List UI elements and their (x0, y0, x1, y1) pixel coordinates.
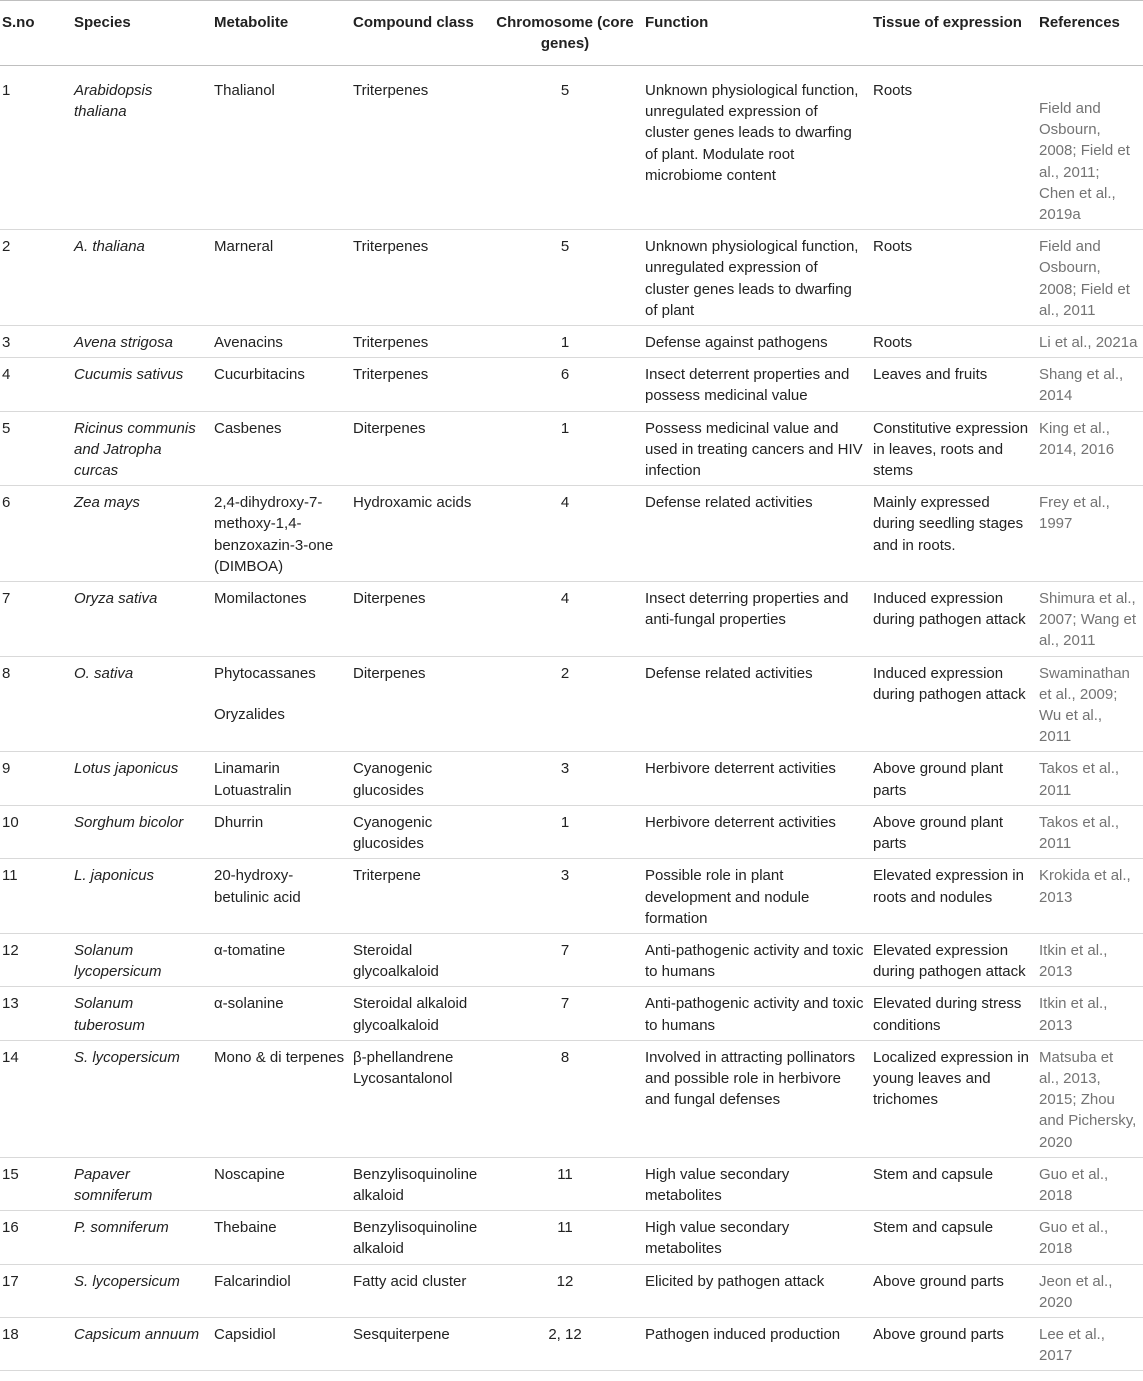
cell-function: High value secondary metabolites (645, 1165, 790, 1204)
cell-tissue: Roots (873, 334, 913, 352)
cell-metabolite: Cucurbitacins (214, 366, 305, 384)
cell-compound-class: Hydroxamic acids (353, 494, 472, 512)
cell-sno: 6 (2, 494, 11, 512)
cell-compound-class: Diterpenes (353, 590, 426, 608)
cell-chromosome: 12 (556, 1272, 574, 1290)
table-row (0, 358, 1143, 411)
cell-references: Swaminathan et al., 2009; Wu et al., 2011 (1039, 664, 1130, 746)
cell-metabolite (212, 656, 351, 752)
cell-tissue: Stem and capsule (873, 1165, 994, 1183)
cell-compound-class: Cyanogenic glucosides (353, 760, 433, 799)
cell-chromosome: 7 (560, 941, 570, 959)
cell-compound-class: Diterpenes (353, 419, 426, 437)
cell-sno: 18 (2, 1325, 19, 1343)
cell-species: P. somniferum (74, 1219, 169, 1237)
cell-function: Defense related activities (645, 664, 813, 682)
cell-species: S. lycopersicum (74, 1272, 180, 1290)
cell-chromosome: 11 (557, 1219, 573, 1237)
cell-chromosome: 3 (560, 867, 570, 885)
cell-function: Insect deterring properties and anti-fungal properties (645, 590, 849, 629)
cell-metabolite: α-tomatine (214, 941, 286, 959)
cell-compound-class: Steroidal glycoalkaloid (353, 941, 439, 981)
cell-tissue: Induced expression during pathogen attack (873, 664, 1026, 703)
cell-metabolite: Falcarindiol (214, 1272, 291, 1290)
cell-function: Unknown physiological function, unregulated expression of cluster genes leads to dwarfing of plant. Modulate root microbiome content (645, 82, 859, 184)
cell-sno: 3 (2, 334, 11, 352)
cell-chromosome: 8 (560, 1048, 570, 1066)
cell-tissue: Above ground plant parts (873, 760, 1004, 799)
cell-function: Pathogen induced production (645, 1325, 841, 1343)
cell-species: L. japonicus (74, 867, 155, 885)
cell-function: Possess medicinal value and used in treating cancers and HIV infection (645, 419, 863, 480)
table-row (0, 987, 1143, 1040)
cell-compound-class: Benzylisoquinoline alkaloid (353, 1219, 478, 1258)
table-row (0, 752, 1143, 805)
table-row (0, 66, 1143, 230)
cell-function: Herbivore deterrent activities (645, 813, 836, 831)
table-row (0, 1317, 1143, 1370)
cell-references: Lee et al., 2017 (1039, 1325, 1105, 1365)
cell-tissue: Mainly expressed during seedling stages and in roots. (873, 494, 1024, 554)
cell-sno: 16 (2, 1219, 19, 1237)
cell-metabolite: Casbenes (214, 419, 282, 437)
cell-compound-class: Triterpenes (353, 82, 429, 99)
cell-references: Itkin et al., 2013 (1039, 941, 1108, 981)
cell-metabolite: Noscapine (214, 1165, 285, 1183)
table-row (0, 326, 1143, 358)
table-row (0, 1040, 1143, 1157)
cell-species: S. lycopersicum (74, 1048, 180, 1066)
cell-chromosome: 2, 12 (548, 1325, 582, 1343)
header-compound-class: Compound class (351, 1, 491, 66)
cell-chromosome: 3 (560, 760, 570, 778)
cell-function: High value secondary metabolites (645, 1219, 790, 1258)
cell-species: Capsicum annuum (74, 1325, 200, 1343)
header-tissue: Tissue of expression (871, 1, 1037, 66)
table-row (0, 486, 1143, 582)
cell-species: O. sativa (74, 664, 134, 682)
cell-metabolite: 20-hydroxy-betulinic acid (214, 867, 301, 906)
cell-sno: 15 (2, 1165, 19, 1183)
cell-chromosome: 2 (560, 664, 570, 682)
cell-metabolite: Momilactones (214, 590, 307, 608)
table-row (0, 1264, 1143, 1317)
cell-chromosome: 11 (557, 1165, 573, 1183)
cell-function: Elicited by pathogen attack (645, 1272, 825, 1290)
cell-chromosome: 6 (560, 366, 570, 384)
cell-sno: 13 (2, 995, 19, 1013)
cell-species: Solanum tuberosum (74, 995, 145, 1034)
cell-tissue: Above ground parts (873, 1272, 1004, 1290)
cell-compound-class: Steroidal alkaloid glycoalkaloid (353, 995, 468, 1034)
header-species: Species (72, 1, 212, 66)
cell-metabolite: α-solanine (214, 995, 284, 1013)
cell-species: Ricinus communis and Jatropha curcas (74, 419, 196, 480)
cell-compound-class: Triterpenes (353, 366, 429, 384)
table-row (0, 230, 1143, 326)
cell-references: Takos et al., 2011 (1039, 760, 1120, 799)
cell-sno: 7 (2, 590, 11, 608)
cell-species: Oryza sativa (74, 590, 158, 608)
cell-compound-class: Cyanogenic glucosides (353, 813, 433, 853)
cell-compound-class: Triterpene (353, 867, 421, 885)
cell-sno: 12 (2, 941, 19, 959)
cell-function: Unknown physiological function, unregulated expression of cluster genes leads to dwarfing of plant (645, 238, 859, 319)
cell-references: Itkin et al., 2013 (1039, 995, 1108, 1034)
header-references: References (1037, 1, 1143, 66)
cell-references: Krokida et al., 2013 (1039, 867, 1131, 906)
cell-references: Shimura et al., 2007; Wang et al., 2011 (1039, 590, 1137, 650)
cell-chromosome: 1 (560, 419, 570, 437)
cell-function: Herbivore deterrent activities (645, 760, 836, 778)
header-sno: S.no (0, 1, 72, 66)
cell-tissue: Stem and capsule (873, 1219, 994, 1237)
metabolite-line: Oryzalides (214, 705, 285, 723)
cell-chromosome: 5 (560, 238, 570, 256)
cell-tissue: Above ground parts (873, 1325, 1004, 1343)
cell-sno: 8 (2, 664, 11, 682)
cell-metabolite: Avenacins (214, 334, 283, 352)
cell-compound-class: Sesquiterpene (353, 1325, 450, 1343)
cell-tissue: Constitutive expression in leaves, roots and stems (873, 419, 1029, 480)
cell-metabolite: Mono & di terpenes (214, 1048, 345, 1066)
cell-species: Papaver somniferum (74, 1165, 153, 1204)
cell-species: A. thaliana (74, 238, 145, 256)
cell-tissue: Elevated during stress conditions (873, 995, 1022, 1034)
cell-metabolite: Capsidiol (214, 1325, 276, 1343)
cell-references: Field and Osbourn, 2008; Field et al., 2011; Chen et al., 2019a (1039, 100, 1130, 224)
header-row (0, 1, 1143, 66)
cell-species: Sorghum bicolor (74, 813, 184, 831)
table-row (0, 859, 1143, 934)
cell-function: Possible role in plant development and nodule formation (645, 867, 810, 927)
cell-metabolite: Thebaine (214, 1219, 277, 1237)
cell-tissue: Localized expression in young leaves and trichomes (873, 1048, 1029, 1109)
cell-metabolite: Marneral (214, 238, 274, 256)
cell-sno: 17 (2, 1272, 19, 1290)
cell-function: Anti-pathogenic activity and toxic to humans (645, 941, 864, 981)
cell-references: Field and Osbourn, 2008; Field et al., 2011 (1039, 238, 1130, 319)
cell-references: King et al., 2014, 2016 (1039, 419, 1115, 458)
cell-sno: 10 (2, 813, 19, 831)
header-metabolite: Metabolite (212, 1, 351, 66)
cell-metabolite: Dhurrin (214, 813, 264, 831)
cell-species: Lotus japonicus (74, 760, 179, 778)
cell-chromosome: 4 (560, 494, 570, 512)
cell-species: Solanum lycopersicum (74, 941, 162, 981)
cell-function: Insect deterrent properties and possess medicinal value (645, 366, 850, 405)
cell-chromosome: 7 (560, 995, 570, 1013)
cell-metabolite: Thalianol (214, 82, 275, 99)
cell-references: Shang et al., 2014 (1039, 366, 1124, 405)
cell-references: Guo et al., 2018 (1039, 1219, 1109, 1258)
cell-tissue: Elevated expression in roots and nodules (873, 867, 1024, 906)
cell-tissue: Elevated expression during pathogen attack (873, 941, 1026, 981)
cell-tissue: Above ground plant parts (873, 813, 1004, 853)
cell-function: Involved in attracting pollinators and possible role in herbivore and fungal defenses (645, 1048, 856, 1109)
table-row (0, 933, 1143, 986)
cell-references: Guo et al., 2018 (1039, 1165, 1109, 1204)
cell-chromosome: 4 (560, 590, 570, 608)
cell-sno: 5 (2, 419, 11, 437)
table-row (0, 411, 1143, 486)
cell-chromosome: 5 (560, 82, 570, 99)
cell-species: Cucumis sativus (74, 366, 184, 384)
cell-compound-class: Benzylisoquinoline alkaloid (353, 1165, 478, 1204)
cell-species: Arabidopsis thaliana (74, 82, 153, 121)
cell-tissue: Roots (873, 238, 913, 256)
cell-species: Avena strigosa (74, 334, 173, 352)
cell-function: Defense against pathogens (645, 334, 828, 352)
cell-sno: 11 (2, 867, 18, 885)
cell-metabolite: Linamarin Lotuastralin (214, 760, 292, 799)
header-function: Function (643, 1, 871, 66)
cell-references: Li et al., 2021a (1039, 334, 1138, 352)
cell-function: Defense related activities (645, 494, 813, 512)
cell-function: Anti-pathogenic activity and toxic to humans (645, 995, 864, 1034)
cell-species: Zea mays (74, 494, 140, 512)
cell-references: Jeon et al., 2020 (1039, 1272, 1113, 1311)
cell-references: Matsuba et al., 2013, 2015; Zhou and Pichersky, 2020 (1039, 1048, 1137, 1151)
cell-tissue: Leaves and fruits (873, 366, 988, 384)
cell-tissue: Roots (873, 82, 913, 99)
cell-compound-class: β-phellandrene Lycosantalonol (353, 1048, 454, 1087)
cell-references: Takos et al., 2011 (1039, 813, 1120, 853)
table-row (0, 1157, 1143, 1210)
header-chromosome: Chromosome (core genes) (491, 1, 643, 66)
cell-sno: 14 (2, 1048, 19, 1066)
cell-sno: 1 (2, 82, 11, 99)
cell-chromosome: 1 (560, 334, 570, 352)
cell-chromosome: 1 (560, 813, 570, 831)
table-row (0, 582, 1143, 657)
table-row (0, 656, 1143, 752)
cell-sno: 9 (2, 760, 11, 778)
cell-compound-class: Triterpenes (353, 238, 429, 256)
cell-sno: 4 (2, 366, 11, 384)
cell-compound-class: Triterpenes (353, 334, 429, 352)
table-row (0, 1211, 1143, 1264)
table-row (0, 805, 1143, 858)
metabolite-line: Phytocassanes (214, 664, 316, 682)
cell-tissue: Induced expression during pathogen attack (873, 590, 1026, 629)
cell-compound-class: Fatty acid cluster (353, 1272, 467, 1290)
cell-references: Frey et al., 1997 (1039, 494, 1110, 533)
cell-metabolite: 2,4-dihydroxy-7-methoxy-1,4-benzoxazin-3-one (DIMBOA) (214, 494, 334, 575)
cell-sno: 2 (2, 238, 11, 256)
cell-compound-class: Diterpenes (353, 664, 426, 682)
